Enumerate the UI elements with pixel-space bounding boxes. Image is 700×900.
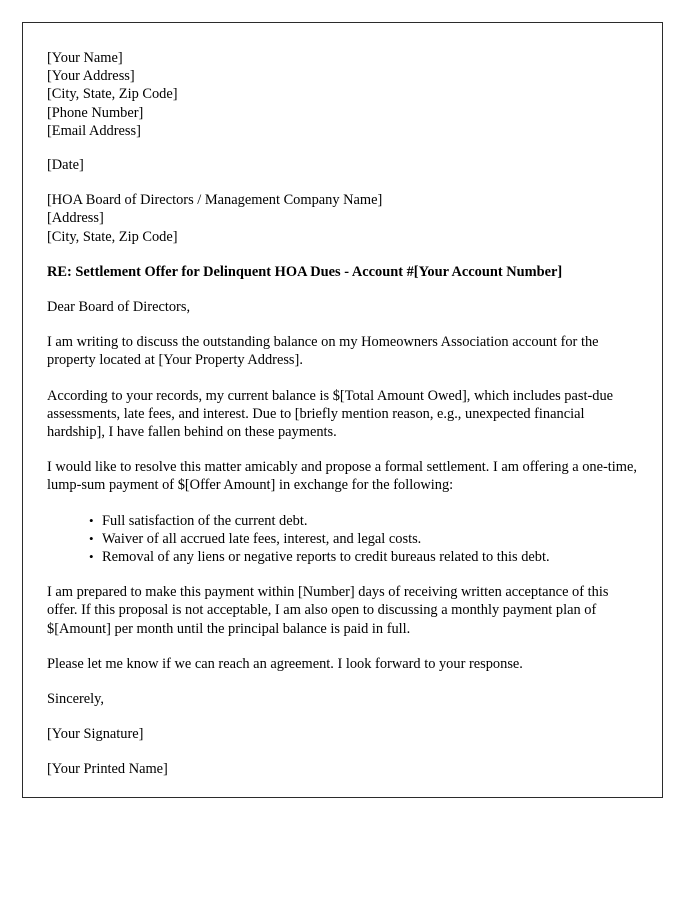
body-paragraph: Please let me know if we can reach an agreement. I look forward to your response. — [47, 655, 523, 672]
list-item: • Full satisfaction of the current debt. — [89, 512, 638, 530]
list-item: • Waiver of all accrued late fees, interest, and legal costs. — [89, 530, 638, 548]
letter-body — [23, 23, 662, 779]
signature-placeholder: [Your Signature] — [47, 726, 144, 743]
salutation: Dear Board of Directors, — [47, 299, 191, 316]
printed-name: [Your Printed Name] — [47, 761, 168, 778]
recipient-address-line: [Address] — [47, 210, 104, 227]
date-block — [47, 156, 638, 174]
settlement-terms-list — [47, 512, 638, 567]
subject-line: RE: Settlement Offer for Delinquent HOA Dues - Account #[Your Account Number] — [47, 263, 563, 280]
sender-address-line: [Your Name] — [47, 50, 123, 66]
sender-address-line: [City, State, Zip Code] — [47, 86, 178, 103]
recipient-address-line: [City, State, Zip Code] — [47, 228, 178, 245]
document-page — [22, 22, 663, 798]
body-paragraph: According to your records, my current balance is $[Total Amount Owed], which includes past-due assessments, late fees, and interest. Due to [briefly mention reason, e.g., unexpected financial hardship], I have fallen behind on these payments. — [47, 387, 614, 441]
list-item: • Removal of any liens or negative reports to credit bureaus related to this debt. — [89, 548, 638, 566]
sender-address-line: [Phone Number] — [47, 104, 144, 121]
sender-address-block — [47, 49, 638, 140]
recipient-address-line: [HOA Board of Directors / Management Company Name] — [47, 192, 383, 209]
closing-line: Sincerely, — [47, 691, 105, 708]
body-paragraph: I am writing to discuss the outstanding balance on my Homeowners Association account for the property located at [Your Property Address]. — [47, 334, 599, 369]
recipient-address-block — [47, 191, 638, 246]
sender-address-line: [Email Address] — [47, 122, 141, 139]
sender-address-line: [Your Address] — [47, 68, 135, 85]
body-paragraph: I would like to resolve this matter amicably and propose a formal settlement. I am offering a one-time, lump-sum payment of $[Offer Amount] in exchange for the following: — [47, 459, 637, 494]
date-line: [Date] — [47, 157, 84, 174]
body-paragraph: I am prepared to make this payment within [Number] days of receiving written acceptance of this offer. If this proposal is not acceptable, I am also open to discussing a monthly payment plan of $[Amount] per month until the principal balance is paid in full. — [47, 584, 609, 637]
